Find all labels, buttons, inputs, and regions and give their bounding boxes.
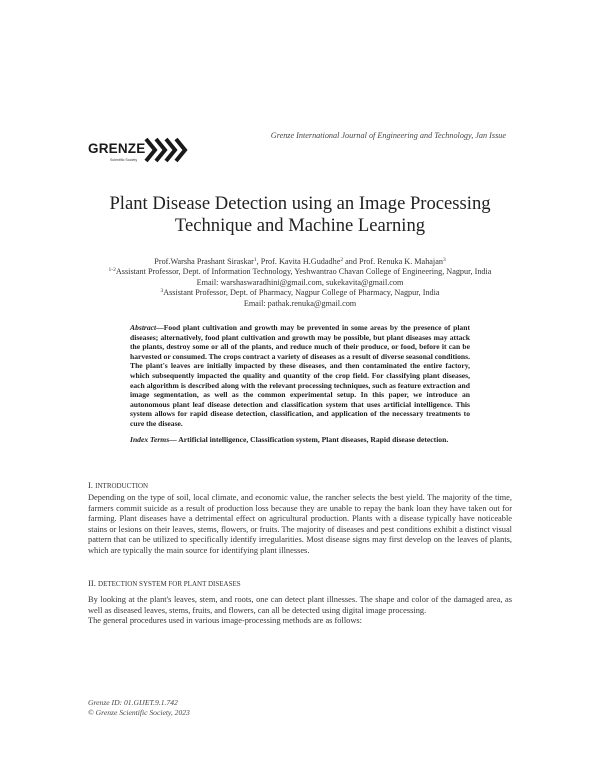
page-footer	[88, 698, 190, 717]
detection-paragraph: By looking at the plant's leaves, stem, and roots, one can detect plant illnesses. The shape and color of the damaged area, as well as diseased leaves, stems, fruits, and flowers, can all be detected using digital image processing.	[88, 595, 512, 615]
section-heading-introduction	[88, 480, 148, 490]
abstract-paragraph	[130, 323, 470, 429]
author-1: Prof.Warsha Prashant Siraskar	[154, 257, 254, 266]
abstract-label: Abstract	[130, 323, 157, 332]
detection-system-body	[88, 595, 512, 627]
title-line-1: Plant Disease Detection using an Image Processing	[109, 193, 491, 214]
detection-paragraph-2: The general procedures used in various image-processing methods are as follows:	[88, 616, 362, 626]
introduction-paragraph: Depending on the type of soil, local climate, and economic value, the rancher selects the best yield. The majority of the time, farmers commit suicide as a result of production loss because they are unable to repay the bank loan they have taken out for farming. Plant diseases have a detrimental effect on agricultural production. Plants with a disease typically have noticeable stains or lesions on their leaves, stems, flowers, or fruits. The majority of diseases and pest conditions exhibit a distinct visual pattern that can be utilized to specifically identify irregularities. Most disease signs may first develop on the leaves of plants, which are typically the main source for identifying plant illnesses.	[88, 493, 512, 555]
grenze-id: Grenze ID: 01.GIJET.9.1.742	[88, 698, 178, 707]
email-2: Email: pathak.renuka@gmail.com	[243, 298, 357, 308]
index-terms	[130, 435, 470, 445]
title-line-2: Technique and Machine Learning	[174, 215, 426, 236]
logo-wordmark: GRENZE	[88, 141, 146, 156]
author-names	[60, 257, 540, 267]
author-block	[60, 257, 540, 309]
affiliation-1-sup: 1-2	[108, 267, 116, 274]
author-3-sup: 3	[442, 257, 446, 263]
journal-name: Grenze International Journal of Engineering and Technology, Jan Issue	[270, 131, 506, 140]
author-1-sup: 1	[253, 257, 257, 263]
section-2-number: II.	[88, 578, 99, 588]
index-terms-label: Index Terms	[130, 434, 170, 444]
section-heading-detection-system	[88, 578, 241, 588]
logo-subtitle: Scientific Society	[110, 158, 138, 162]
grenze-logo	[88, 133, 188, 167]
email-1: Email: warshaswaradhini@gmail.com, sukekavita@gmail.com	[196, 277, 404, 287]
author-2: , Prof. Kavita H.Gudadhe	[256, 257, 341, 266]
section-1-title: INTRODUCTION	[95, 482, 149, 490]
paper-title	[80, 193, 520, 237]
author-3: and Prof. Renuka K. Mahajan	[343, 257, 443, 266]
affiliation-2	[60, 288, 540, 298]
introduction-body	[88, 493, 512, 557]
section-1-number: I.	[88, 480, 96, 490]
section-2-title: DETECTION SYSTEM FOR PLANT DISEASES	[98, 580, 241, 588]
author-2-sup: 2	[340, 257, 344, 263]
chevron-arrows-icon	[144, 135, 192, 165]
abstract-text: —Food plant cultivation and growth may be prevented in some areas by the presence of plant diseases; alternatively, food plant cultivation and growth may be possible, but plant diseases may attack the plants, destroy some or all of the plants, and reduce much of their produce, or food, before it can be harvested or consumed. The crops contract a variety of diseases as a result of diverse seasonal conditions. The plant's leaves are initially impacted by these diseases, and then contaminated the entire factory, which subsequently impacted the quality and quantity of the crop field. For classifying plant diseases, each algorithm is described along with the relevant processing techniques, such as feature extraction and image segmentation, as well as the common experimental setup. In this paper, we introduce an autonomous plant leaf disease detection and classification system that uses artificial intelligence. This system allows for rapid disease detection, classification, and application of the necessary treatments to cure the disease.	[130, 323, 470, 428]
copyright: © Grenze Scientific Society, 2023	[88, 707, 190, 717]
index-terms-text: — Artificial intelligence, Classification system, Plant diseases, Rapid disease detection.	[169, 434, 449, 444]
affiliation-2-text: Assistant Professor, Dept. of Pharmacy, Nagpur College of Pharmacy, Nagpur, India	[163, 288, 440, 298]
affiliation-1	[60, 267, 540, 277]
affiliation-2-sup: 3	[160, 288, 164, 295]
abstract	[130, 323, 470, 444]
affiliation-1-text: Assistant Professor, Dept. of Information Technology, Yeshwantrao Chavan College of Engineering, Nagpur, India	[115, 267, 492, 277]
